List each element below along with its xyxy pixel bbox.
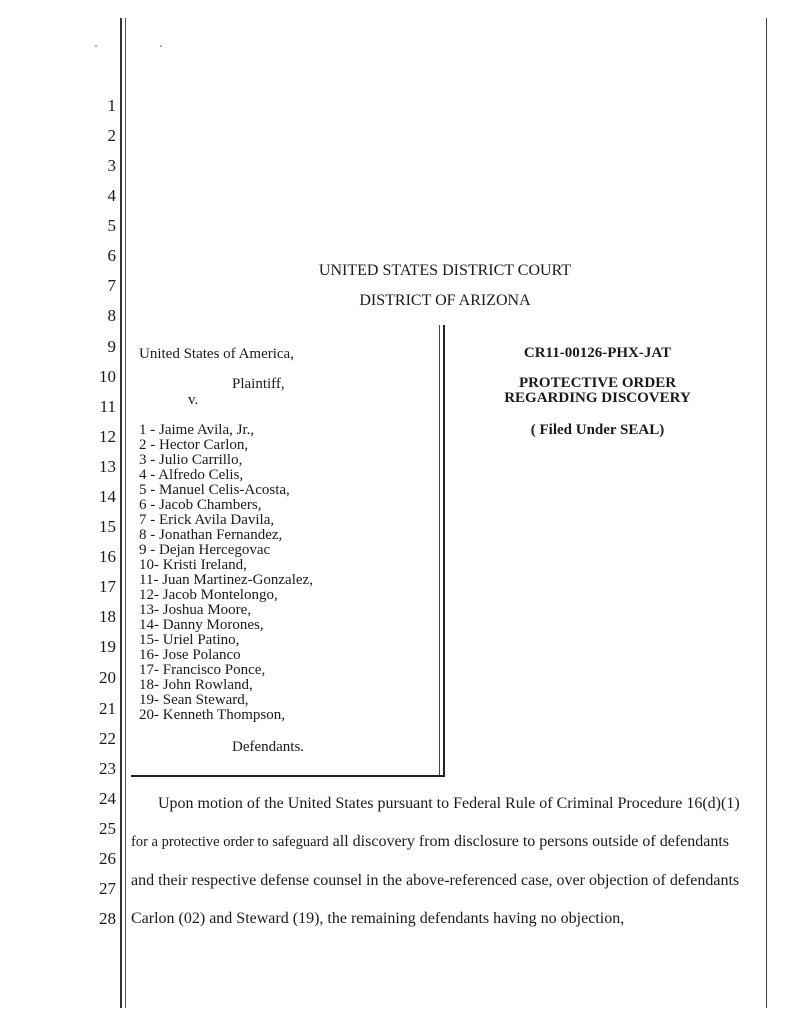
list-item: 4 - Alfredo Celis, <box>139 467 244 483</box>
list-item: 5 - Manuel Celis-Acosta, <box>139 482 290 498</box>
line-number: 4 <box>107 186 116 205</box>
line-number: 19 <box>99 637 116 656</box>
list-item: 6 - Jacob Chambers, <box>139 497 262 513</box>
line-number: 23 <box>99 759 116 778</box>
list-item: 18- John Rowland, <box>139 677 253 693</box>
line-number: 28 <box>99 909 116 928</box>
list-item: 2 - Hector Carlon, <box>139 437 249 453</box>
line-number: 5 <box>107 216 116 235</box>
list-item: 19- Sean Steward, <box>139 692 249 708</box>
left-margin-rule-inner <box>125 18 126 1008</box>
line-number: 11 <box>99 397 116 416</box>
line-number: 24 <box>99 789 116 808</box>
list-item: 13- Joshua Moore, <box>139 602 252 618</box>
line-number: 27 <box>99 879 116 898</box>
line-number: 7 <box>107 276 116 295</box>
court-name: UNITED STATES DISTRICT COURT <box>318 262 572 279</box>
versus: v. <box>188 392 199 408</box>
defendant-list <box>139 423 313 723</box>
right-margin-rule <box>766 18 767 1008</box>
case-number: CR11-00126-PHX-JAT <box>523 345 672 361</box>
line-number: 14 <box>99 487 116 506</box>
caption-divider-heavy <box>443 325 445 777</box>
list-item: 15- Uriel Patino, <box>139 632 240 648</box>
list-item: 11- Juan Martinez-Gonzalez, <box>139 572 313 588</box>
list-item: 12- Jacob Montelongo, <box>139 587 278 603</box>
line-number: 6 <box>107 246 116 265</box>
list-item: 7 - Erick Avila Davila, <box>139 512 275 528</box>
caption-bottom-rule <box>131 775 445 777</box>
body-line-25-start: for a protective order to safeguard <box>131 834 329 850</box>
line-number: 10 <box>99 367 116 386</box>
order-title-line2: REGARDING DISCOVERY <box>504 390 691 406</box>
line-number: 18 <box>99 607 116 626</box>
list-item: 8 - Jonathan Fernandez, <box>139 527 283 543</box>
line-number: 9 <box>107 337 116 356</box>
line-number: 1 <box>107 96 116 115</box>
line-number: 12 <box>99 427 116 446</box>
line-number: 8 <box>107 306 116 325</box>
line-number: 22 <box>99 729 116 748</box>
body-line-28: Carlon (02) and Steward (19), the remaining defendants having no objection, <box>131 910 625 927</box>
list-item: 9 - Dejan Hercegovac <box>139 542 271 558</box>
list-item: 17- Francisco Ponce, <box>139 662 266 678</box>
line-number: 16 <box>99 547 116 566</box>
caption-divider <box>439 325 440 777</box>
list-item: 14- Danny Morones, <box>139 617 264 633</box>
list-item: 16- Jose Polanco <box>139 647 241 663</box>
line-number: 3 <box>107 156 116 175</box>
line-number: 25 <box>99 819 116 838</box>
line-number: 17 <box>99 577 116 596</box>
list-item: 1 - Jaime Avila, Jr., <box>139 422 255 438</box>
body-line-24: Upon motion of the United States pursuant to Federal Rule of Criminal Procedure 16(d)(1) <box>158 795 740 812</box>
scan-speck <box>160 45 162 47</box>
scan-speck <box>95 45 97 47</box>
left-margin-rule <box>120 18 122 1008</box>
line-number: 20 <box>99 668 116 687</box>
line-number: 15 <box>99 517 116 536</box>
line-number: 13 <box>99 457 116 476</box>
line-number: 26 <box>99 849 116 868</box>
plaintiff-name: United States of America, <box>139 346 294 362</box>
body-line-25-rest: all discovery from disclosure to persons outside of defendants <box>328 833 730 850</box>
defendants-label: Defendants. <box>232 739 305 755</box>
list-item: 3 - Julio Carrillo, <box>139 452 243 468</box>
plaintiff-label: Plaintiff, <box>232 376 285 392</box>
order-title-line1: PROTECTIVE ORDER <box>518 375 677 391</box>
filed-under-seal-note: ( Filed Under SEAL) <box>530 422 665 438</box>
line-number: 21 <box>99 699 116 718</box>
list-item: 10- Kristi Ireland, <box>139 557 247 573</box>
court-district: DISTRICT OF ARIZONA <box>359 292 531 309</box>
list-item: 20- Kenneth Thompson, <box>139 707 285 723</box>
line-number: 2 <box>107 126 116 145</box>
body-line-25 <box>131 832 761 852</box>
body-line-27: and their respective defense counsel in the above-referenced case, over objection of defendants <box>131 872 740 889</box>
